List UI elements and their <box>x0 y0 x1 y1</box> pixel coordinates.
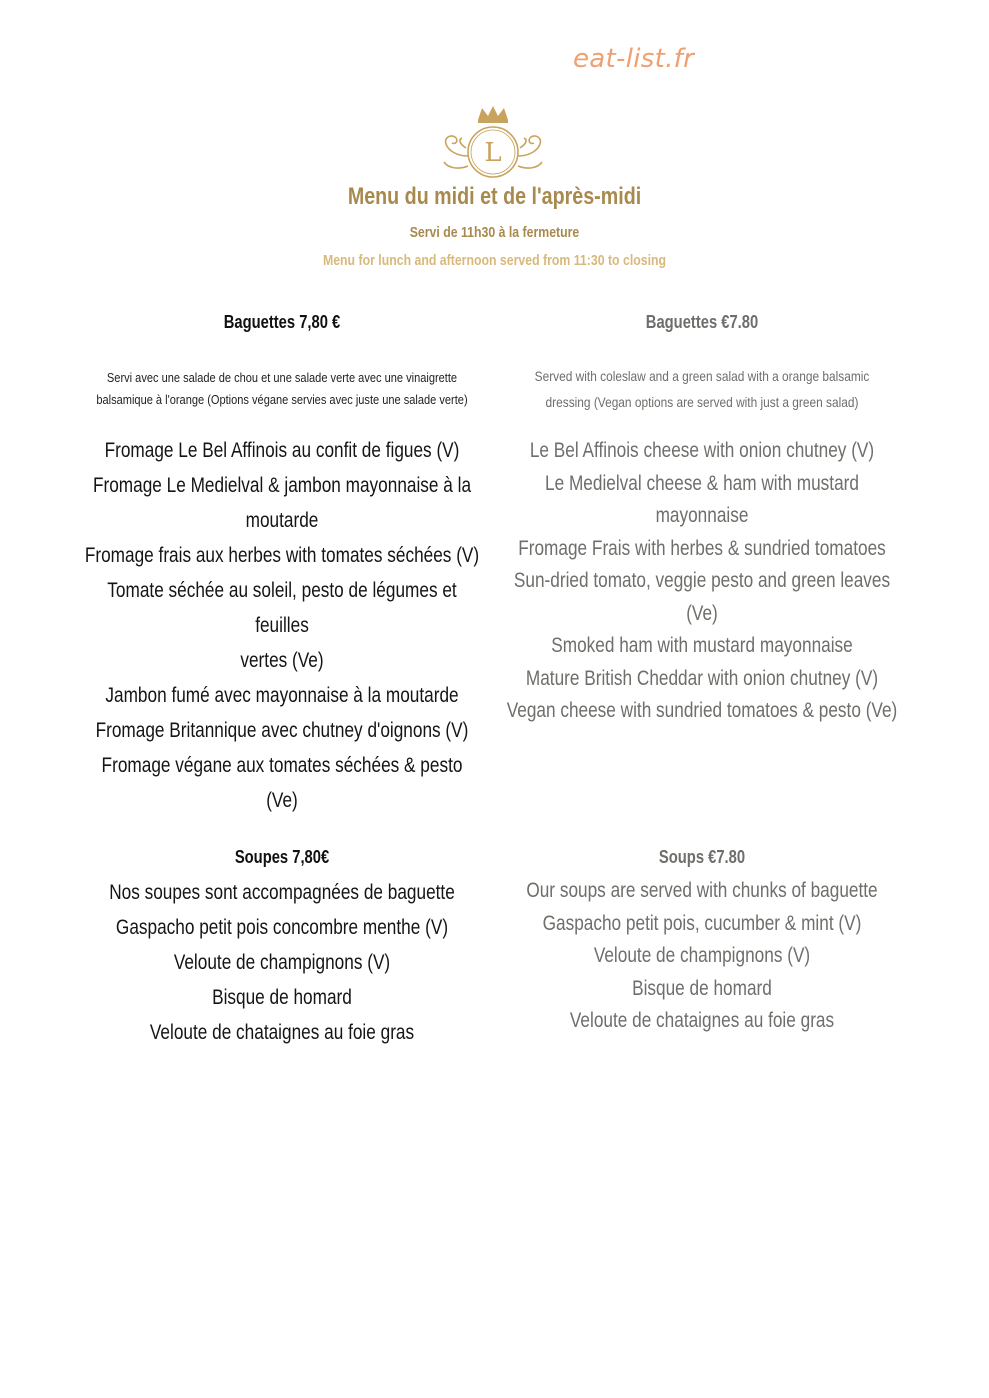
menu-item: moutarde <box>245 509 319 532</box>
subtitle-fr: Servi de 11h30 à la fermeture <box>409 224 580 241</box>
section-title: Soupes 7,80€ <box>234 847 330 867</box>
subtitle-en: Menu for lunch and afternoon served from 11:30 to closing <box>322 252 667 269</box>
description-line: balsamique à l'orange (Options végane servies avec juste une salade verte) <box>96 392 468 407</box>
menu-item: Veloute de champignons (V) <box>593 944 811 967</box>
menu-item: Fromage Frais with herbes & sundried tomatoes <box>518 536 886 560</box>
section-title: Soups €7.80 <box>658 847 746 867</box>
soupes-fr-section <box>40 845 524 1050</box>
menu-item: Fromage frais aux herbes with tomates séchées (V) <box>84 544 480 567</box>
menu-item: Mature British Cheddar with onion chutney (V) <box>525 666 879 690</box>
menu-item: Veloute de champignons (V) <box>173 951 391 974</box>
menu-item: Veloute de chataignes au foie gras <box>569 1009 835 1032</box>
description-line: dressing (Vegan options are served with just a green salad) <box>545 394 859 410</box>
section-description <box>496 363 907 415</box>
menu-item: Nos soupes sont accompagnées de baguette <box>109 881 455 904</box>
menu-item: vertes (Ve) <box>240 649 324 672</box>
menu-item: Jambon fumé avec mayonnaise à la moutarde <box>105 684 459 707</box>
menu-item: Tomate séchée au soleil, pesto de légumes et feuilles <box>107 579 457 637</box>
section-title: Baguettes 7,80 € <box>223 312 341 332</box>
menu-item: Fromage Le Bel Affinois au confit de figues (V) <box>104 439 460 462</box>
menu-item: Sun-dried tomato, veggie pesto and green leaves (Ve) <box>513 569 891 625</box>
menu-item: Smoked ham with mustard mayonnaise <box>551 634 853 657</box>
logo-letter: L <box>484 138 502 168</box>
section-title: Baguettes €7.80 <box>645 312 759 332</box>
menu-item: Our soups are served with chunks of baguette <box>526 879 878 902</box>
baguettes-en-section <box>460 312 944 728</box>
menu-item: Vegan cheese with sundried tomatoes & pesto (Ve) <box>506 699 898 722</box>
menu-list <box>460 435 944 728</box>
watermark-text: eat-list.fr <box>573 44 695 74</box>
menu-item: Le Medielval cheese & ham with mustard mayonnaise <box>545 471 859 527</box>
menu-list <box>40 875 524 1050</box>
crown-monogram-icon <box>438 104 548 184</box>
menu-item: Gaspacho petit pois, cucumber & mint (V) <box>542 911 862 935</box>
menu-item: Fromage Britannique avec chutney d'oignons (V) <box>95 719 469 742</box>
baguettes-fr-section <box>40 312 524 818</box>
menu-item: Bisque de homard <box>212 986 352 1009</box>
menu-list <box>40 433 524 818</box>
soupes-en-section <box>460 845 944 1038</box>
menu-item: Fromage végane aux tomates séchées & pesto (Ve) <box>101 754 463 812</box>
description-line: Served with coleslaw and a green salad with a orange balsamic <box>534 368 870 384</box>
menu-item: Veloute de chataignes au foie gras <box>149 1021 415 1044</box>
menu-list <box>460 875 944 1038</box>
description-line: Servi avec une salade de chou et une salade verte avec une vinaigrette <box>106 370 458 385</box>
menu-item: Gaspacho petit pois concombre menthe (V) <box>115 916 449 939</box>
section-description <box>76 367 487 411</box>
menu-item: Fromage Le Medielval & jambon mayonnaise à la <box>92 474 472 497</box>
menu-item: Le Bel Affinois cheese with onion chutney (V) <box>529 439 875 462</box>
page-title: Menu du midi et de l'après-midi <box>347 183 642 210</box>
menu-item: Bisque de homard <box>632 976 772 1000</box>
